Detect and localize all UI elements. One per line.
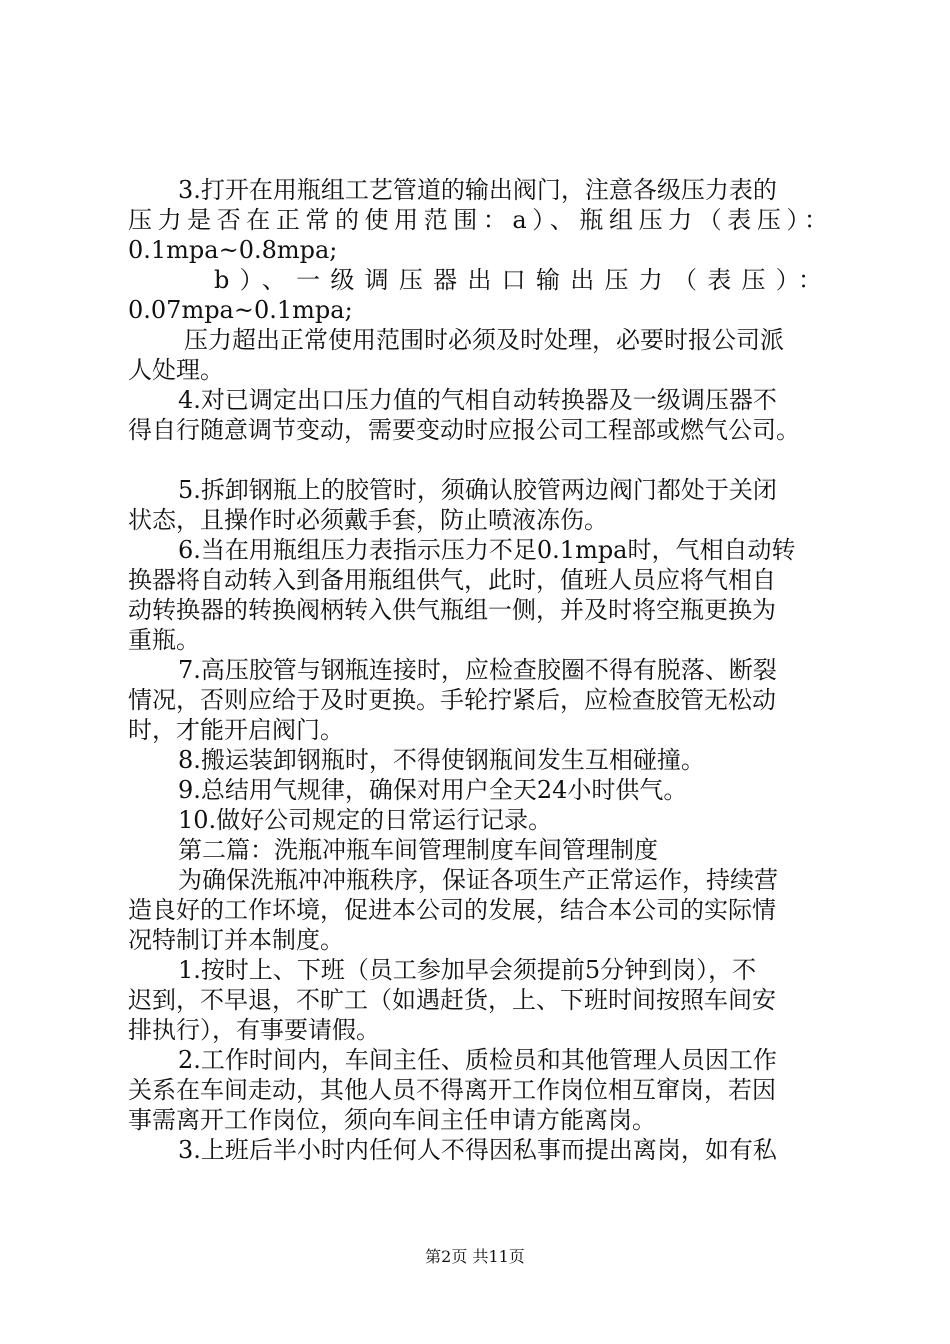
- text-line: 3.上班后半小时内任何人不得因私事而提出离岗，如有私: [178, 1136, 777, 1164]
- text-line: 压力是否在正常的使用范围：a）、瓶组压力（表压）：: [128, 206, 828, 234]
- text-line: 9.总结用气规律，确保对用户全天24小时供气。: [178, 776, 688, 804]
- text-line: 时，才能开启阀门。: [128, 716, 344, 744]
- text-line: 重瓶。: [128, 626, 200, 654]
- text-line: 8.搬运装卸钢瓶时，不得使钢瓶间发生互相碰撞。: [178, 746, 705, 774]
- text-line: b）、一级调压器出口输出压力（表压）：: [214, 266, 828, 294]
- document-body: [128, 175, 828, 1165]
- text-line: 人处理。: [128, 356, 224, 384]
- text-line: 迟到，不早退，不旷工（如遇赶货，上、下班时间按照车间安: [128, 986, 776, 1014]
- text-line: 压力超出正常使用范围时必须及时处理，必要时报公司派: [184, 326, 784, 354]
- text-line: 排执行），有事要请假。: [128, 1016, 380, 1044]
- text-line: 造良好的工作坏境，促进本公司的发展，结合本公司的实际情: [128, 896, 776, 924]
- text-line: 0.1mpa~0.8mpa;: [128, 236, 338, 264]
- text-line: 得自行随意调节变动，需要变动时应报公司工程部或燃气公司。: [128, 416, 800, 444]
- text-line: 1.按时上、下班（员工参加早会须提前5分钟到岗），不: [178, 956, 757, 984]
- text-line: 6.当在用瓶组压力表指示压力不足0.1mpa时，气相自动转: [178, 536, 796, 564]
- text-line: 3.打开在用瓶组工艺管道的输出阀门，注意各级压力表的: [178, 176, 777, 204]
- text-line: 状态，且操作时必须戴手套，防止喷液冻伤。: [128, 506, 608, 534]
- text-line: 情况，否则应给于及时更换。手轮拧紧后，应检查胶管无松动: [128, 686, 776, 714]
- section-heading: 第二篇：洗瓶冲瓶车间管理制度车间管理制度: [178, 836, 658, 864]
- paragraph-gap: [128, 445, 828, 475]
- text-line: 4.对已调定出口压力值的气相自动转换器及一级调压器不: [178, 386, 777, 414]
- text-line: 10.做好公司规定的日常运行记录。: [178, 806, 553, 834]
- text-line: 5.拆卸钢瓶上的胶管时，须确认胶管两边阀门都处于关闭: [178, 476, 777, 504]
- text-line: 为确保洗瓶冲冲瓶秩序，保证各项生产正常运作，持续营: [178, 866, 778, 894]
- text-line: 关系在车间走动，其他人员不得离开工作岗位相互窜岗，若因: [128, 1076, 776, 1104]
- page-number-footer: 第2页 共11页: [425, 1247, 525, 1266]
- text-line: 况特制订并本制度。: [128, 926, 344, 954]
- text-line: 事需离开工作岗位，须向车间主任申请方能离岗。: [128, 1106, 656, 1134]
- text-line: 动转换器的转换阀柄转入供气瓶组一侧，并及时将空瓶更换为: [128, 596, 776, 624]
- text-line: 换器将自动转入到备用瓶组供气，此时，值班人员应将气相自: [128, 566, 776, 594]
- text-line: 2.工作时间内，车间主任、质检员和其他管理人员因工作: [178, 1046, 777, 1074]
- text-line: 7.高压胶管与钢瓶连接时，应检查胶圈不得有脱落、断裂: [178, 656, 777, 684]
- text-line: 0.07mpa~0.1mpa;: [128, 296, 353, 324]
